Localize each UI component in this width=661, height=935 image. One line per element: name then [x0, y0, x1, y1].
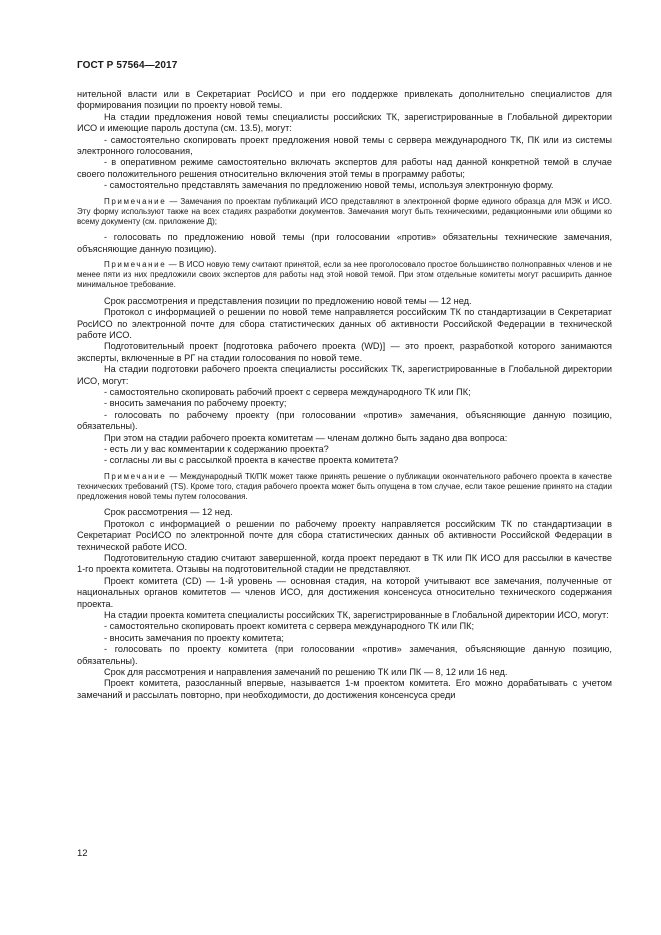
body-paragraph: Подготовительную стадию считают завершенной, когда проект передают в ТК или ПК ИСО для рассылки в качестве 1-го проекта комитета. Отзывы на подготовительной стадии не представляют.: [77, 553, 612, 575]
body-paragraph: - согласны ли вы с рассылкой проекта в качестве проекта комитета?: [104, 455, 399, 466]
document-body: [77, 89, 612, 701]
body-paragraph: - есть ли у вас комментарии к содержанию проекта?: [104, 443, 329, 454]
body-paragraph: На стадии проекта комитета специалисты российских ТК, зарегистрированные в Глобальной директории ИСО, могут:: [104, 610, 609, 621]
body-paragraph: - самостоятельно скопировать рабочий проект с сервера международного ТК или ПК;: [104, 386, 471, 397]
note-text: — Замечания по проектам публикаций ИСО представляют в электронной форме единого образца для МЭК и ИСО. Эту форму используют также на всех стадиях разработки документов. Замечания могут быть техническими, редакционными или общими ко всему документу (см. приложение Д);: [77, 196, 612, 227]
page-number: 12: [77, 848, 88, 859]
note-paragraph: [77, 260, 612, 291]
note-text: — В ИСО новую тему считают принятой, если за нее проголосовало простое большинство полноправных членов и не менее пяти из них предложили своих экспертов для работы над этой новой темой. При этом отдельные комитеты могут расширить данное минимальное требование.: [77, 260, 612, 290]
body-paragraph: Проект комитета (CD) — 1-й уровень — основная стадия, на которой учитывают все замечания, полученные от национальных органов комитетов — членов ИСО, для достижения консенсуса относительно технического содержания проекта.: [77, 575, 612, 609]
body-paragraph: Проект комитета, разосланный впервые, называется 1-м проектом комитета. Его можно дорабатывать с учетом замечаний и рассылать повторно, при необходимости, до достижения консенсуса среди: [77, 678, 612, 700]
note-text: — Международный ТК/ПК может также принять решение о публикации окончательного рабочего проекта в качестве технических требований (TS). Кроме того, стадия рабочего проекта может быть опущена в том случае, если такое решение принято на стадии предложения новой темы путем голосования.: [77, 471, 612, 502]
body-paragraph: нительной власти или в Секретариат РосИСО и при его поддержке привлекать дополнительно специалистов для формирования позиции по проекту новой темы.: [77, 89, 612, 111]
body-paragraph: Срок рассмотрения и представления позиции по предложению новой темы — 12 нед.: [104, 295, 472, 306]
note-paragraph: [77, 472, 612, 503]
body-paragraph: При этом на стадии рабочего проекта комитетам — членам должно быть задано два вопроса:: [104, 432, 508, 443]
note-label: Примечание: [104, 471, 167, 481]
body-paragraph: Протокол с информацией о решении по новой теме направляется российским ТК по стандартизации в Секретариат РосИСО по электронной почте для сбора статистических данных об активности Российской Федерации в технической работе ИСО.: [77, 307, 612, 340]
body-paragraph: Протокол с информацией о решении по рабочему проекту направляется российским ТК по стандартизации в Секретариат РосИСО по электронной почте для сбора статистических данных об активности Российской Федерации в технической работе ИСО.: [77, 518, 612, 552]
document-header: ГОСТ Р 57564—2017: [77, 60, 178, 71]
body-paragraph: - вносить замечания по рабочему проекту;: [104, 398, 287, 409]
body-paragraph: - голосовать по проекту комитета (при голосовании «против» замечания, объясняющие данную позицию, обязательны).: [77, 644, 612, 666]
body-paragraph: - самостоятельно представлять замечания по предложению новой темы, используя электронную форму.: [104, 180, 554, 191]
body-paragraph: Подготовительный проект [подготовка рабочего проекта (WD)] — это проект, разработкой которого занимаются эксперты, включенные в РГ на стадии голосования по новой теме.: [77, 341, 612, 363]
body-paragraph: - вносить замечания по проекту комитета;: [104, 632, 284, 643]
body-paragraph: На стадии предложения новой темы специалисты российских ТК, зарегистрированные в Глобальной директории ИСО и имеющие пароль доступа (см. 13.5), могут:: [77, 111, 612, 134]
body-paragraph: - в оперативном режиме самостоятельно включать экспертов для работы над данной конкретной темой в случае своего положительного решения относительно включения этой темы в программу работы;: [77, 157, 612, 179]
body-paragraph: - самостоятельно скопировать проект комитета с сервера международного ТК или ПК;: [104, 621, 475, 632]
note-label: Примечание: [104, 260, 167, 270]
body-paragraph: Срок рассмотрения — 12 нед.: [104, 507, 233, 518]
body-paragraph: - голосовать по предложению новой темы (при голосовании «против» обязательны технические замечания, объясняющие данную позицию).: [77, 232, 612, 254]
body-paragraph: - голосовать по рабочему проекту (при голосовании «против» замечания, объясняющие данную позицию, обязательны).: [77, 409, 612, 432]
body-paragraph: Срок для рассмотрения и направления замечаний по решению ТК или ПК — 8, 12 или 16 нед.: [104, 667, 508, 678]
body-paragraph: На стадии подготовки рабочего проекта специалисты российских ТК, зарегистрированные в Глобальной директории ИСО, могут:: [77, 364, 612, 386]
note-paragraph: [77, 197, 612, 228]
note-label: Примечание: [104, 196, 167, 206]
body-paragraph: - самостоятельно скопировать проект предложения новой темы с сервера международного ТК, ПК или из системы электронного голосования,: [77, 134, 612, 157]
